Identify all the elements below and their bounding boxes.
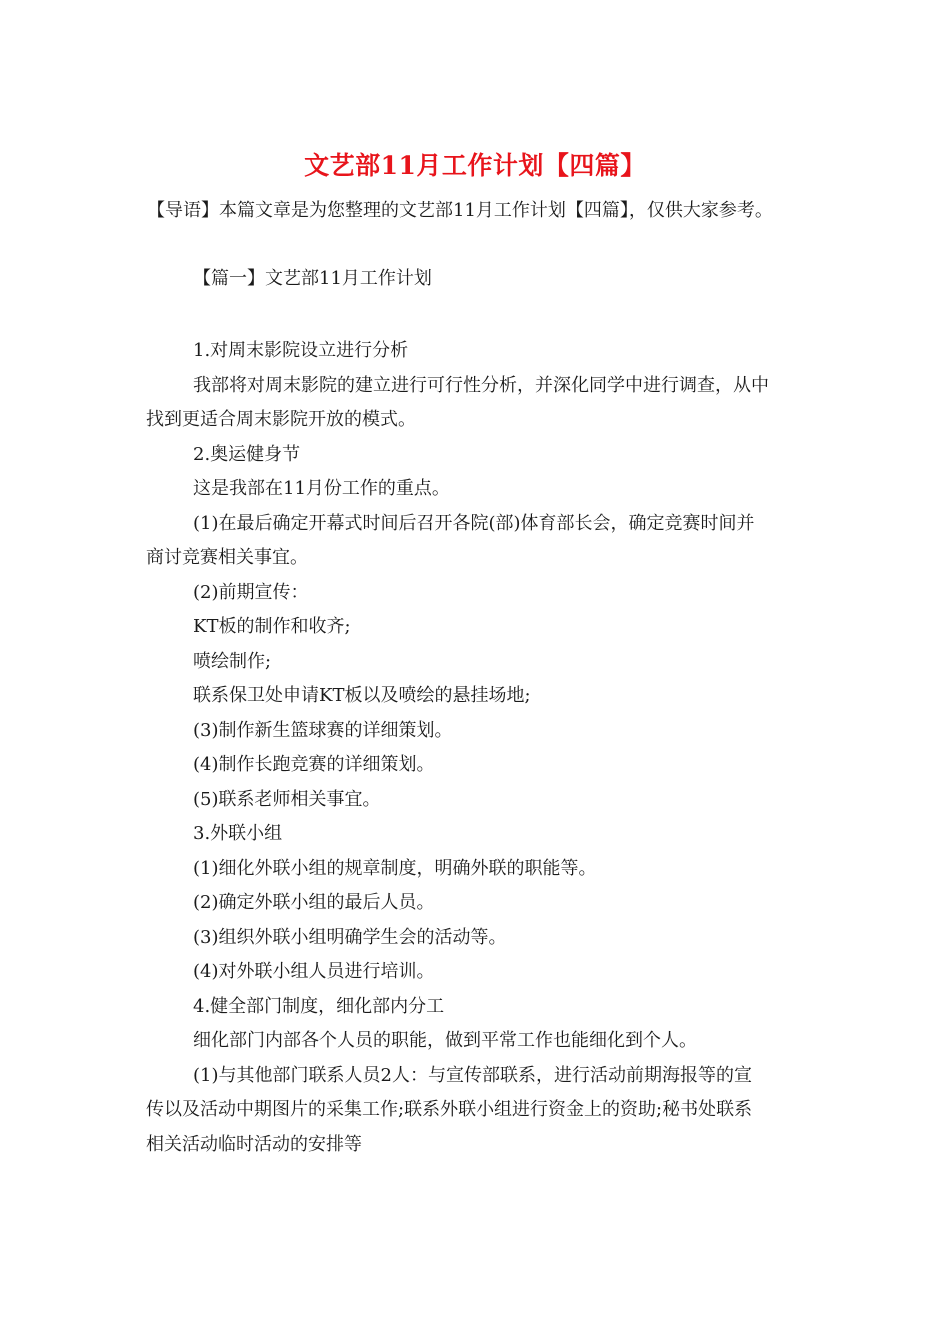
body-line: (1)在最后确定开幕式时间后召开各院(部)体育部长会，确定竞赛时间并 (193, 512, 755, 534)
body-line: 我部将对周末影院的建立进行可行性分析，并深化同学中进行调查，从中 (193, 374, 769, 396)
body-line: KT板的制作和收齐; (193, 616, 351, 637)
body-line: 找到更适合周末影院开放的模式。 (146, 409, 416, 430)
body-text (146, 334, 806, 1162)
body-line: 细化部门内部各个人员的职能，做到平常工作也能细化到个人。 (193, 1030, 697, 1051)
body-line: (4)制作长跑竞赛的详细策划。 (193, 754, 435, 775)
section-heading: 【篇一】文艺部11月工作计划 (193, 268, 432, 289)
body-line: (2)前期宣传： (193, 581, 309, 603)
body-line: 这是我部在11月份工作的重点。 (193, 478, 450, 499)
body-line: 1.对周末影院设立进行分析 (193, 340, 409, 361)
body-line: (2)确定外联小组的最后人员。 (193, 892, 435, 913)
body-line: 相关活动临时活动的安排等 (146, 1133, 362, 1155)
body-line: (5)联系老师相关事宜。 (193, 788, 381, 810)
body-line: 4.健全部门制度，细化部内分工 (193, 995, 445, 1017)
body-line: (3)组织外联小组明确学生会的活动等。 (193, 926, 507, 948)
body-line: (1)细化外联小组的规章制度，明确外联的职能等。 (193, 857, 597, 879)
body-line: 传以及活动中期图片的采集工作;联系外联小组进行资金上的资助;秘书处联系 (146, 1099, 753, 1120)
body-line: 3.外联小组 (193, 823, 283, 844)
body-line: 商讨竞赛相关事宜。 (146, 547, 308, 568)
document-title: 文艺部11月工作计划【四篇】 (304, 151, 646, 180)
body-line: 喷绘制作; (193, 650, 272, 672)
body-line: (1)与其他部门联系人员2人：与宣传部联系，进行活动前期海报等的宣 (193, 1064, 752, 1086)
body-line: 2.奥运健身节 (193, 443, 301, 465)
body-line: (3)制作新生篮球赛的详细策划。 (193, 719, 453, 741)
body-line: (4)对外联小组人员进行培训。 (193, 961, 435, 982)
intro-paragraph: 【导语】本篇文章是为您整理的文艺部11月工作计划【四篇】，仅供大家参考。 (147, 200, 773, 221)
body-line: 联系保卫处申请KT板以及喷绘的悬挂场地; (193, 685, 531, 706)
